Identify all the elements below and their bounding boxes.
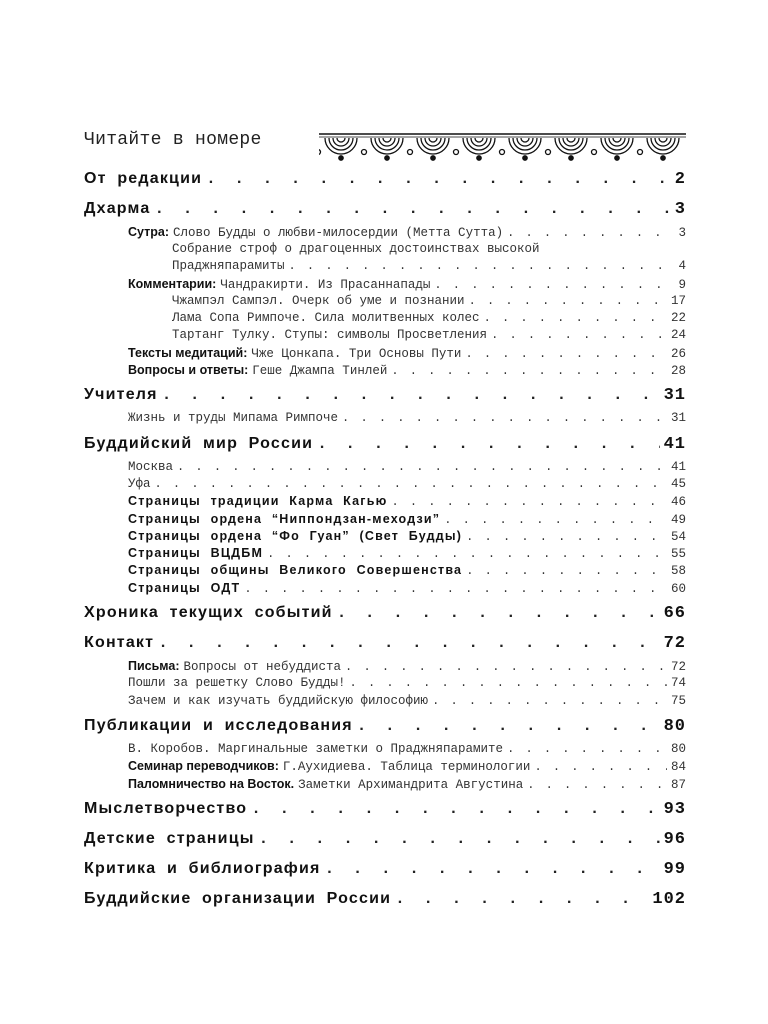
entry-title: Страницы ОДТ <box>128 580 241 595</box>
page-number: 31 <box>670 411 686 426</box>
entry-title: Страницы традиции Карма Кагью <box>128 494 388 509</box>
dot-leader <box>251 800 659 818</box>
toc-entry-row <box>128 346 686 363</box>
dot-leader <box>444 513 667 527</box>
dot-leader <box>325 860 660 878</box>
entry-title: Страницы ордена “Фо Гуан” (Свет Будды) <box>128 528 463 543</box>
entry-title: Пошли за решетку Слово Будды! <box>128 676 346 691</box>
entry-title: Праджняпарамиты <box>172 259 285 274</box>
dot-leader <box>155 477 667 491</box>
page-number: 28 <box>670 364 686 379</box>
dot-leader <box>534 760 667 774</box>
page-number: 22 <box>670 311 686 326</box>
toc-header <box>84 128 686 170</box>
entry-title: Страницы ВЦДБМ <box>128 546 264 561</box>
entry-title: В. Коробов. Маргинальные заметки о Праджняпарамите <box>128 741 504 756</box>
dot-leader <box>259 830 660 848</box>
dot-leader <box>469 294 667 308</box>
page-number: 102 <box>652 889 686 909</box>
ornament-motif <box>454 138 496 160</box>
toc-entry-row <box>172 328 686 345</box>
toc-section-row <box>84 200 686 225</box>
ornament-motif <box>319 138 357 160</box>
dot-leader <box>350 676 667 690</box>
toc-section-row <box>84 830 686 855</box>
toc-section-row <box>84 800 686 825</box>
toc-entry-row <box>128 563 686 580</box>
ornament-motif <box>592 138 634 160</box>
dot-leader <box>507 742 667 756</box>
page-number: 75 <box>670 693 686 708</box>
toc-entry-row <box>172 259 686 276</box>
page-number: 4 <box>678 259 686 274</box>
dot-leader <box>432 694 667 708</box>
section-title: Детские страницы <box>84 829 255 847</box>
entry-rubric: Письма: <box>128 659 180 674</box>
toc-entry-row <box>128 759 686 776</box>
dot-leader <box>527 778 667 792</box>
section-title: Критика и библиография <box>84 859 321 877</box>
toc-entry-row <box>172 311 686 328</box>
dot-leader <box>158 634 659 652</box>
entry-title: Чжампэл Сампэл. Очерк об уме и познании <box>172 293 465 308</box>
entry-rubric: Комментарии: <box>128 276 217 291</box>
page-number: 54 <box>670 529 686 544</box>
entry-title: Собрание строф о драгоценных достоинствах высокой <box>172 242 540 257</box>
entry-title: Чандракирти. Из Прасаннапады <box>220 277 431 292</box>
toc-section-row <box>84 435 686 460</box>
entry-rubric: Сутра: <box>128 225 170 239</box>
entry-title: Чже Цонкапа. Три Основы Пути <box>251 346 462 361</box>
section-title: Учителя <box>84 386 158 404</box>
page-number: 3 <box>678 226 686 240</box>
page-number: 60 <box>670 581 686 596</box>
entry-title: Слово Будды о любви-милосердии (Метта Сутта) <box>173 226 504 240</box>
entry-title: Тартанг Тулку. Ступы: символы Просветления <box>172 328 488 343</box>
page-number: 74 <box>670 676 686 691</box>
page-number: 41 <box>663 434 686 454</box>
table-of-contents-page <box>84 128 686 915</box>
dot-leader <box>342 411 667 425</box>
toc-entry-row <box>128 225 686 242</box>
toc-list <box>84 170 686 915</box>
entry-rubric: Семинар переводчиков: <box>128 759 279 774</box>
dot-leader <box>507 226 674 240</box>
dot-leader <box>434 278 674 292</box>
section-title: От редакции <box>84 170 203 187</box>
page-number: 84 <box>670 760 686 775</box>
toc-entry-row <box>128 363 686 380</box>
dot-leader <box>484 311 667 325</box>
toc-entry-row <box>128 694 686 711</box>
entry-title: Г.Аухидиева. Таблица терминологии <box>282 760 531 775</box>
dot-leader <box>491 328 667 342</box>
page-number: 72 <box>670 660 686 675</box>
entry-title: Зачем и как изучать буддийскую философию <box>128 693 429 708</box>
ornament-motif <box>500 138 542 160</box>
toc-section-row <box>84 634 686 659</box>
section-title: Дхарма <box>84 200 151 217</box>
dot-leader <box>317 435 659 453</box>
entry-rubric: Вопросы и ответы: <box>128 363 249 378</box>
toc-entry-row <box>128 494 686 511</box>
ornament-motif <box>408 138 450 160</box>
toc-entry-row <box>128 512 686 529</box>
toc-section-row <box>84 717 686 742</box>
dot-leader <box>466 530 667 544</box>
page-number: 72 <box>663 634 686 654</box>
ornament-motif <box>546 138 588 160</box>
decorative-ornament-icon <box>319 128 686 162</box>
page-number: 66 <box>663 604 686 624</box>
entry-title: Уфа <box>128 476 151 491</box>
toc-entry-row <box>128 529 686 546</box>
toc-entry-row <box>128 460 686 477</box>
toc-entry-row <box>128 277 686 294</box>
entry-rubric: Паломничество на Восток. <box>128 776 295 791</box>
entry-title: Лама Сопа Римпоче. Сила молитвенных колес <box>172 311 480 326</box>
ornament-motif <box>362 138 404 160</box>
page-number: 93 <box>663 799 686 819</box>
toc-section-row <box>84 890 686 915</box>
dot-leader <box>289 259 675 273</box>
entry-title: Заметки Архимандрита Августина <box>298 777 524 792</box>
page-number: 17 <box>670 293 686 308</box>
toc-entry-row <box>128 676 686 693</box>
toc-section-row <box>84 860 686 885</box>
page-number: 80 <box>663 716 686 736</box>
entry-rubric: Тексты медитаций: <box>128 345 248 360</box>
dot-leader <box>466 564 667 578</box>
section-title: Контакт <box>84 634 155 652</box>
toc-entry-row <box>128 581 686 598</box>
entry-title: Геше Джампа Тинлей <box>252 364 388 379</box>
toc-section-row <box>84 170 686 195</box>
page-number: 9 <box>678 277 686 292</box>
toc-entry-row <box>128 659 686 676</box>
section-title: Хроника текущих событий <box>84 604 333 622</box>
section-title: Буддийские организации России <box>84 889 392 907</box>
section-title: Публикации и исследования <box>84 716 353 734</box>
dot-leader <box>345 660 667 674</box>
page-number: 96 <box>663 829 686 849</box>
page-number: 49 <box>670 512 686 527</box>
toc-entry-row <box>172 242 686 259</box>
dot-leader <box>267 547 667 561</box>
page-number: 26 <box>670 346 686 361</box>
dot-leader <box>162 386 660 404</box>
entry-title: Москва <box>128 459 174 474</box>
toc-entry-row <box>128 411 686 428</box>
dot-leader <box>395 890 648 908</box>
toc-section-row <box>84 386 686 411</box>
toc-entry-row <box>128 477 686 494</box>
toc-entry-row <box>128 546 686 563</box>
toc-entry-row <box>172 294 686 311</box>
page-number: 99 <box>663 859 686 879</box>
page-title: Читайте в номере <box>84 130 262 150</box>
ornament-motif <box>638 138 680 160</box>
toc-entry-row <box>128 742 686 759</box>
dot-leader <box>357 717 660 735</box>
entry-title: Страницы ордена “Ниппондзан-меходзи” <box>128 511 441 526</box>
toc-entry-row <box>128 777 686 794</box>
page-number: 58 <box>670 564 686 579</box>
page-number: 46 <box>670 495 686 510</box>
section-title: Буддийский мир России <box>84 434 314 452</box>
page-number: 41 <box>670 459 686 474</box>
dot-leader <box>391 495 667 509</box>
entry-title: Жизнь и труды Мипама Римпоче <box>128 411 339 426</box>
page-number: 3 <box>674 200 686 219</box>
dot-leader <box>337 604 660 622</box>
dot-leader <box>244 582 667 596</box>
page-number: 55 <box>670 547 686 562</box>
dot-leader <box>177 460 667 474</box>
page-number: 24 <box>670 328 686 343</box>
dot-leader <box>154 200 670 218</box>
dot-leader <box>391 364 667 378</box>
entry-title: Вопросы от небуддиста <box>183 660 342 675</box>
page-number: 87 <box>670 777 686 792</box>
section-title: Мыслетворчество <box>84 799 248 817</box>
dot-leader <box>206 170 671 188</box>
page-number: 80 <box>670 741 686 756</box>
toc-section-row <box>84 604 686 629</box>
entry-title: Страницы общины Великого Совершенства <box>128 563 463 578</box>
dot-leader <box>465 347 667 361</box>
page-number: 45 <box>670 476 686 491</box>
page-number: 2 <box>674 170 686 189</box>
page-number: 31 <box>663 386 686 406</box>
